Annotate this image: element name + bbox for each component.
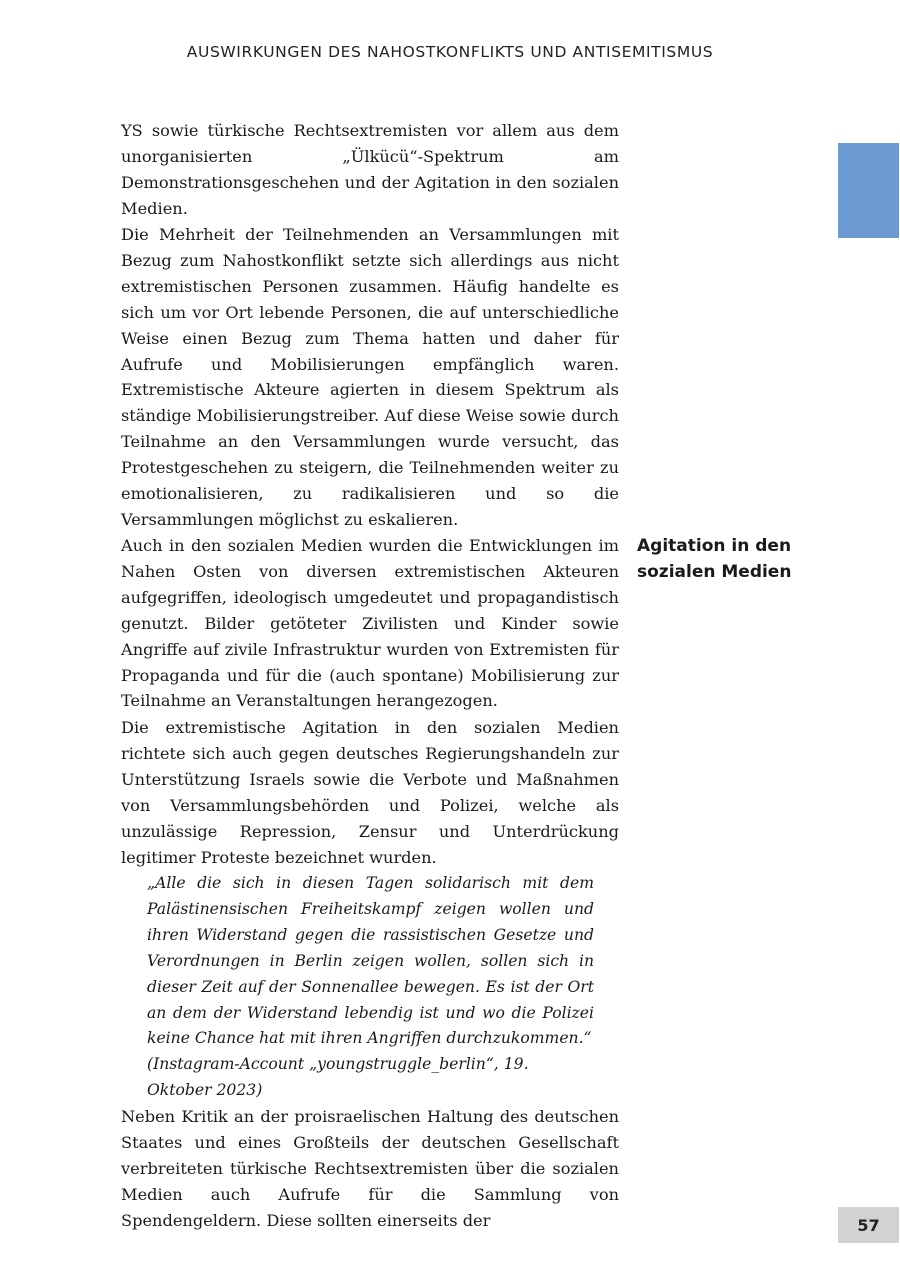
block-quote (147, 871, 594, 1104)
paragraph-text: Auch in den sozialen Medien wurden die Entwicklungen im Nahen Osten von diversen extremistischen Akteuren aufgegriffen, ideologisch umgedeutet und propagandistisch genutzt. Bilder getöteter Zivilisten und Kinder sowie Angriffe auf zivile Infrastruktur wurden von Extremisten für Propaganda und für die (auch spontane) Mobilisierung zur Teilnahme an Veranstaltungen herangezogen. (121, 536, 619, 711)
paragraph-text: Neben Kritik an der proisraelischen Haltung des deutschen Staates und eines Großteils der deutschen Gesellschaft verbreiteten türkische Rechtsextremisten über die sozialen Medien auch Aufrufe für die Sammlung von Spendengeldern. Diese sollten einerseits der (121, 1107, 619, 1230)
body-paragraph-2 (121, 222, 619, 533)
body-paragraph-4 (121, 715, 619, 870)
paragraph-text: Die Mehrheit der Teilnehmenden an Versammlungen mit Bezug zum Nahostkonflikt setzte sich allerdings aus nicht extremistischen Personen zusammen. Häufig handelte es sich um vor Ort lebende Personen, die auf unterschiedliche Weise einen Bezug zum Thema hatten und daher für Aufrufe und Mobilisierungen empfänglich waren. Extremistische Akteure agierten in diesem Spektrum als ständige Mobilisierungstreiber. Auf diese Weise sowie durch Teilnahme an den Versammlungen wurde versucht, das Protestgeschehen zu steigern, die Teilnehmenden weiter zu emotionalisieren, zu radikalisieren und so die Versammlungen möglichst zu eskalieren. (121, 225, 619, 529)
body-paragraph-3 (121, 533, 619, 714)
body-paragraph-1 (121, 118, 619, 222)
body-paragraph-5 (121, 1104, 619, 1234)
margin-heading: Agitation in den sozialen Medien (637, 536, 792, 582)
paragraph-text: Die extremistische Agitation in den sozialen Medien richtete sich auch gegen deutsches Regierungshandeln zur Unterstützung Israels sowie die Verbote und Maßnahmen von Versammlungsbehörden und Polizei, welche als unzulässige Repression, Zensur und Unterdrückung legitimer Proteste bezeichnet wurden. (121, 718, 619, 867)
paragraph-text: YS sowie türkische Rechtsextremisten vor allem aus dem unorganisierten „Ülkücü“-Spektrum am Demonstrationsgeschehen und der Agitation in den sozialen Medien. (121, 121, 619, 218)
quote-source: (Instagram-Account „youngstruggle_berlin“, 19. Oktober 2023) (147, 1055, 529, 1100)
quote-text: „Alle die sich in diesen Tagen solidarisch mit dem Palästinensischen Freiheitskampf zeigen wollen und ihren Widerstand gegen die rassistischen Gesetze und Verordnungen in Berlin zeigen wollen, sollen sich in dieser Zeit auf der Sonnenallee bewegen. Es ist der Ort an dem der Widerstand lebendig ist und wo die Polizei keine Chance hat mit ihren Angriffen durchzukommen.“ (147, 874, 594, 1048)
page-number: 57 (838, 1207, 899, 1243)
running-header: AUSWIRKUNGEN DES NAHOSTKONFLIKTS UND ANTISEMITISMUS (186, 43, 714, 61)
chapter-tab-marker (838, 143, 899, 238)
